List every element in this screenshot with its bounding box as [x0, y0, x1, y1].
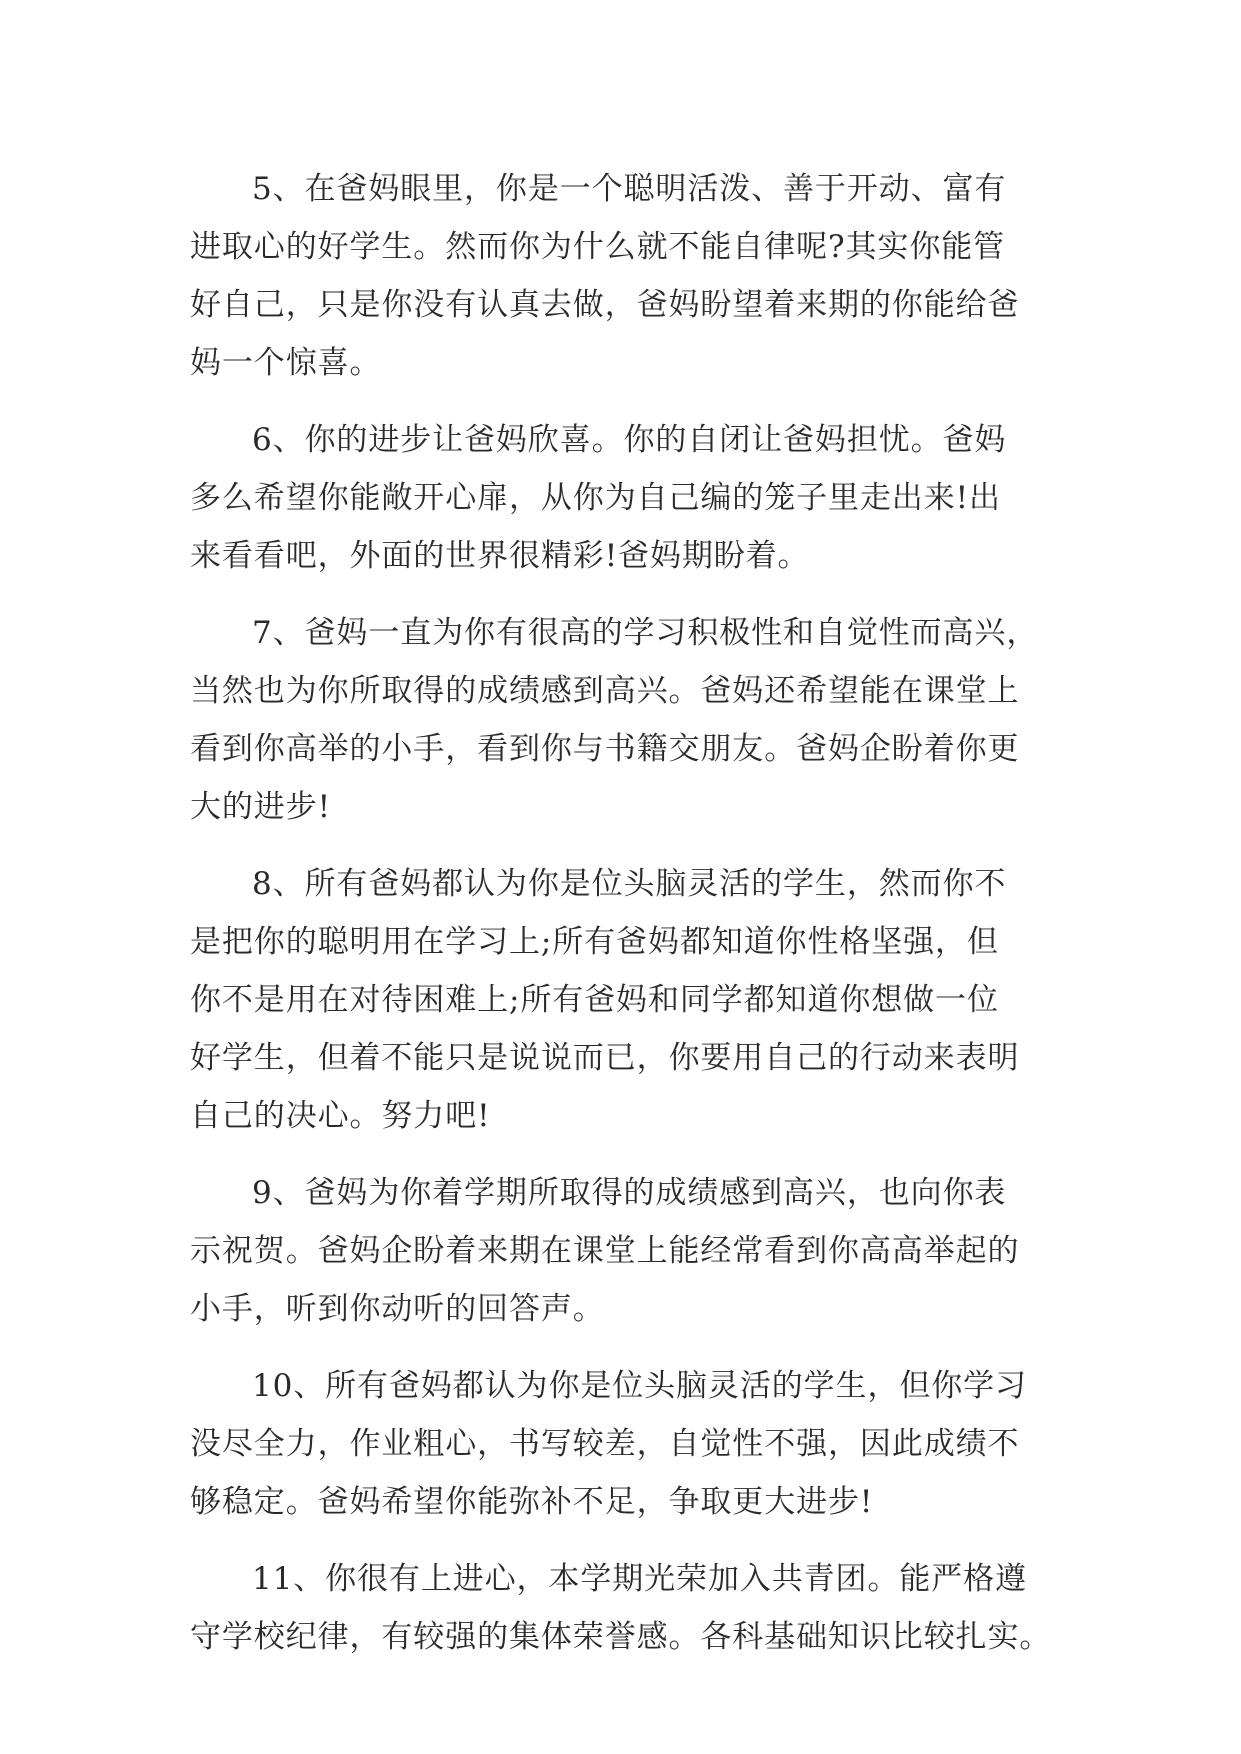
- paragraph-line: 够稳定。爸妈希望你能弥补不足，争取更大进步!: [190, 1484, 874, 1520]
- paragraph-line: 妈一个惊喜。: [190, 345, 382, 381]
- document-body: [190, 160, 1052, 1685]
- paragraph-line: 看到你高举的小手，看到你与书籍交朋友。爸妈企盼着你更: [190, 731, 1020, 767]
- paragraph-line: 好学生，但着不能只是说说而已，你要用自己的行动来表明: [190, 1040, 1020, 1076]
- paragraph-line: 9、爸妈为你着学期所取得的成绩感到高兴，也向你表: [252, 1175, 1007, 1211]
- paragraph-line: 自己的决心。努力吧!: [190, 1098, 491, 1134]
- paragraph-line: 进取心的好学生。然而你为什么就不能自律呢?其实你能管: [190, 229, 1006, 265]
- paragraph-line: 来看看吧，外面的世界很精彩!爸妈期盼着。: [190, 538, 810, 574]
- paragraph-6: [190, 411, 1052, 585]
- paragraph-line: 8、所有爸妈都认为你是位头脑灵活的学生，然而你不: [252, 866, 1007, 902]
- paragraph-line: 11、你很有上进心，本学期光荣加入共青团。能严格遵: [252, 1561, 1027, 1597]
- paragraph-line: 10、所有爸妈都认为你是位头脑灵活的学生，但你学习: [252, 1368, 1027, 1404]
- paragraph-9: [190, 1164, 1052, 1338]
- paragraph-8: [190, 855, 1052, 1145]
- paragraph-line: 5、在爸妈眼里，你是一个聪明活泼、善于开动、富有: [252, 171, 1007, 207]
- paragraph-7: [190, 604, 1052, 836]
- paragraph-line: 大的进步!: [190, 789, 331, 825]
- paragraph-line: 当然也为你所取得的成绩感到高兴。爸妈还希望能在课堂上: [190, 673, 1020, 709]
- paragraph-10: [190, 1357, 1052, 1531]
- paragraph-line: 你不是用在对待困难上;所有爸妈和同学都知道你想做一位: [190, 982, 999, 1018]
- paragraph-5: [190, 160, 1052, 392]
- paragraph-line: 没尽全力，作业粗心，书写较差，自觉性不强，因此成绩不: [190, 1426, 1020, 1462]
- paragraph-line: 小手，听到你动听的回答声。: [190, 1291, 605, 1327]
- paragraph-line: 6、你的进步让爸妈欣喜。你的自闭让爸妈担忧。爸妈: [252, 422, 1007, 458]
- paragraph-line: 是把你的聪明用在学习上;所有爸妈都知道你性格坚强，但: [190, 924, 999, 960]
- paragraph-line: 多么希望你能敞开心扉，从你为自己编的笼子里走出来!出: [190, 480, 1001, 516]
- paragraph-line: 7、爸妈一直为你有很高的学习积极性和自觉性而高兴，: [252, 615, 1039, 651]
- paragraph-line: 好自己，只是你没有认真去做，爸妈盼望着来期的你能给爸: [190, 287, 1020, 323]
- paragraph-11: [190, 1550, 1052, 1666]
- paragraph-line: 守学校纪律，有较强的集体荣誉感。各科基础知识比较扎实。: [190, 1619, 1052, 1655]
- paragraph-line: 示祝贺。爸妈企盼着来期在课堂上能经常看到你高高举起的: [190, 1233, 1020, 1269]
